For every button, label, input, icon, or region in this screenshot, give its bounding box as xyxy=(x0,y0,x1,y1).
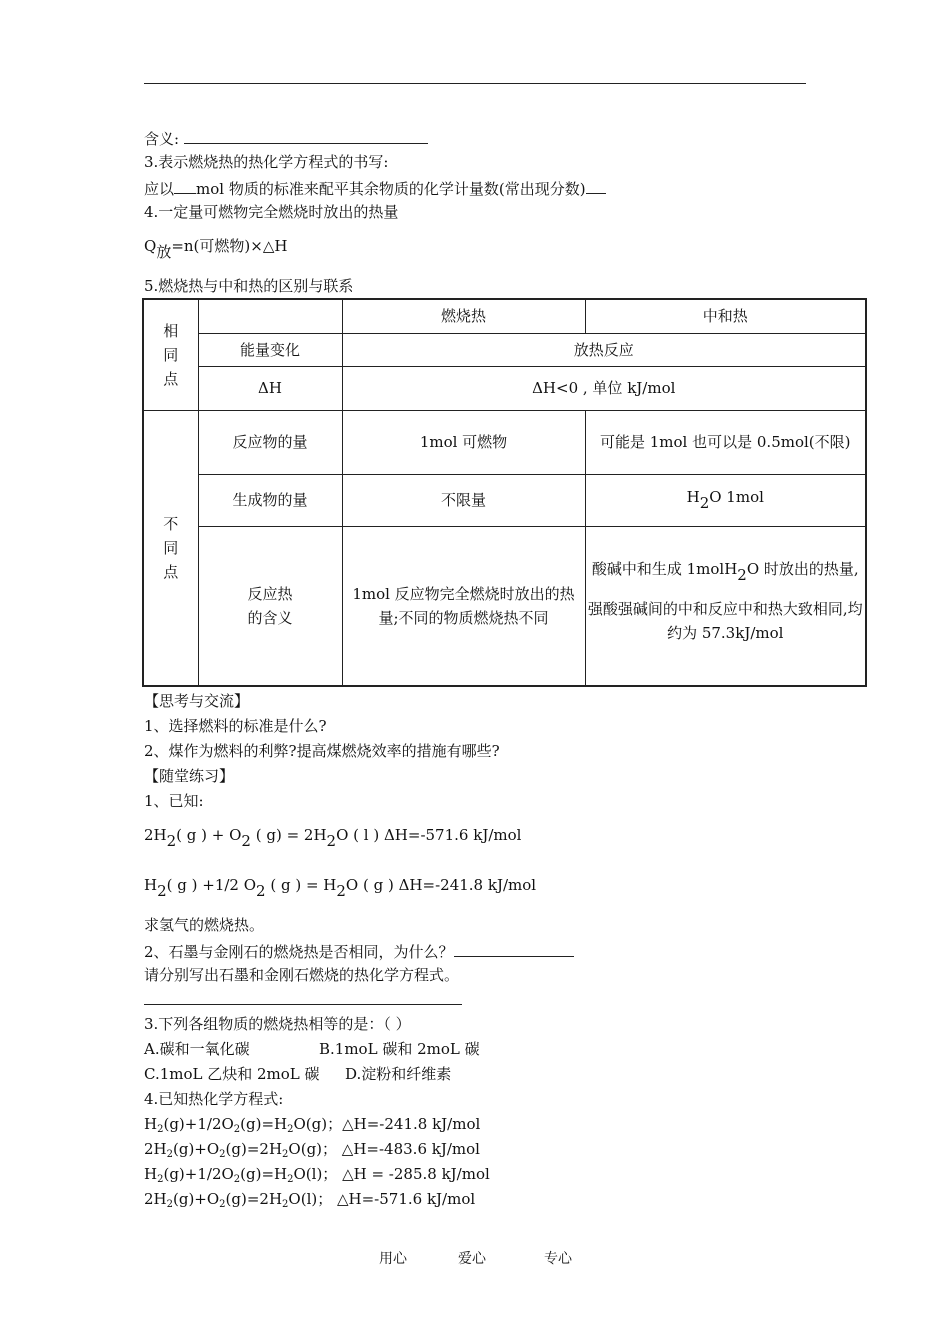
think-q2: 2、煤作为燃料的利弊?提高煤燃烧效率的措施有哪些? xyxy=(144,742,500,760)
p4-equation-2: $2H_2(g)+O_2(g)=2H_2O(g)$； △H=-483.6 kJ/mol xyxy=(144,1140,480,1160)
item5-heading: 5.燃烧热与中和热的区别与联系 xyxy=(144,277,354,295)
footer-word-1: 用心 xyxy=(379,1251,407,1267)
p3-options-cd xyxy=(144,1064,451,1084)
row-dh-value: ΔH<0 , 单位 kJ/mol xyxy=(342,366,866,410)
row-energy-value: 放热反应 xyxy=(342,333,866,366)
footer-word-2: 爱心 xyxy=(458,1251,486,1267)
different-points-label: 不 同 点 xyxy=(143,410,198,686)
comparison-table xyxy=(142,298,867,687)
option-d[interactable]: D.淀粉和纤维素 xyxy=(345,1065,452,1083)
definition-blank[interactable] xyxy=(184,127,428,144)
header-rule xyxy=(144,83,806,84)
p1-intro: 1、已知: xyxy=(144,792,204,810)
definition-line: 含义: xyxy=(144,127,428,149)
row-reactant-combustion: 1mol 可燃物 xyxy=(342,410,585,474)
row-meaning-label: 反应热 的含义 xyxy=(198,526,342,686)
option-c[interactable]: C.1moL 乙炔和 2moL 碳 xyxy=(144,1065,320,1083)
row-product-combustion: 不限量 xyxy=(342,474,585,526)
p2-answer-line[interactable] xyxy=(144,1004,462,1005)
q-formula: Q放=n(可燃物)×△H xyxy=(144,237,288,261)
p1-question: 求氢气的燃烧热。 xyxy=(144,916,265,934)
p4-equation-3: $H_2(g)+1/2O_2(g)=H_2O(l)$； △H = -285.8 kJ/mol xyxy=(144,1165,490,1185)
item4-heading: 4.一定量可燃物完全燃烧时放出的热量 xyxy=(144,203,399,221)
p2-request: 请分别写出石墨和金刚石燃烧的热化学方程式。 xyxy=(144,966,460,984)
option-a[interactable]: A.碳和一氧化碳 xyxy=(144,1040,250,1058)
p3-options-ab xyxy=(144,1039,480,1059)
mol-blank[interactable] xyxy=(174,177,196,194)
row-meaning-combustion: 1mol 反应物完全燃烧时放出的热量;不同的物质燃烧热不同 xyxy=(342,526,585,686)
option-b[interactable]: B.1moL 碳和 2moL 碳 xyxy=(319,1040,480,1058)
row-product-label: 生成物的量 xyxy=(198,474,342,526)
header-neutralization: 中和热 xyxy=(585,299,866,333)
item3-heading: 3.表示燃烧热的热化学方程式的书写: xyxy=(144,153,389,171)
header-empty xyxy=(198,299,342,333)
row-product-neutralization: H2O 1mol xyxy=(585,474,866,526)
p4-equation-4: $2H_2(g)+O_2(g)=2H_2O(l)$； △H=-571.6 kJ/mol xyxy=(144,1190,476,1210)
equation-2: H2( g ) +1/2 O2 ( g ) = H2O ( g ) ΔH=-241.8 kJ/mol xyxy=(144,876,537,900)
trailing-blank[interactable] xyxy=(586,177,606,194)
think-heading: 【思考与交流】 xyxy=(144,692,250,710)
p3-question: 3.下列各组物质的燃烧热相等的是：（ ） xyxy=(144,1015,411,1033)
footer-word-3: 专心 xyxy=(544,1251,572,1267)
item3-text: 应以 mol 物质的标准来配平其余物质的化学计量数(常出现分数) xyxy=(144,177,606,199)
same-points-label: 相 同 点 xyxy=(143,299,198,410)
row-reactant-neutralization: 可能是 1mol 也可以是 0.5mol(不限) xyxy=(585,410,866,474)
row-reactant-label: 反应物的量 xyxy=(198,410,342,474)
p2-answer-blank[interactable] xyxy=(454,940,574,957)
row-meaning-neutralization: 酸碱中和生成 1molH2O 时放出的热量, 强酸强碱间的中和反应中和热大致相同,均约为 57.3kJ/mol xyxy=(585,526,866,686)
equation-1: 2H2( g ) + O2 ( g) = 2H2O ( l ) ΔH=-571.6 kJ/mol xyxy=(144,826,522,850)
practice-heading: 【随堂练习】 xyxy=(144,767,235,785)
row-dh-label: ΔH xyxy=(198,366,342,410)
think-q1: 1、选择燃料的标准是什么? xyxy=(144,717,327,735)
p4-equation-1: $H_2(g)+1/2O_2(g)=H_2O(g)$；△H=-241.8 kJ/mol xyxy=(144,1115,481,1135)
p4-heading: 4.已知热化学方程式: xyxy=(144,1090,284,1108)
p2-question-line: 2、石墨与金刚石的燃烧热是否相同，为什么？ xyxy=(144,940,574,962)
row-energy-label: 能量变化 xyxy=(198,333,342,366)
header-combustion: 燃烧热 xyxy=(342,299,585,333)
